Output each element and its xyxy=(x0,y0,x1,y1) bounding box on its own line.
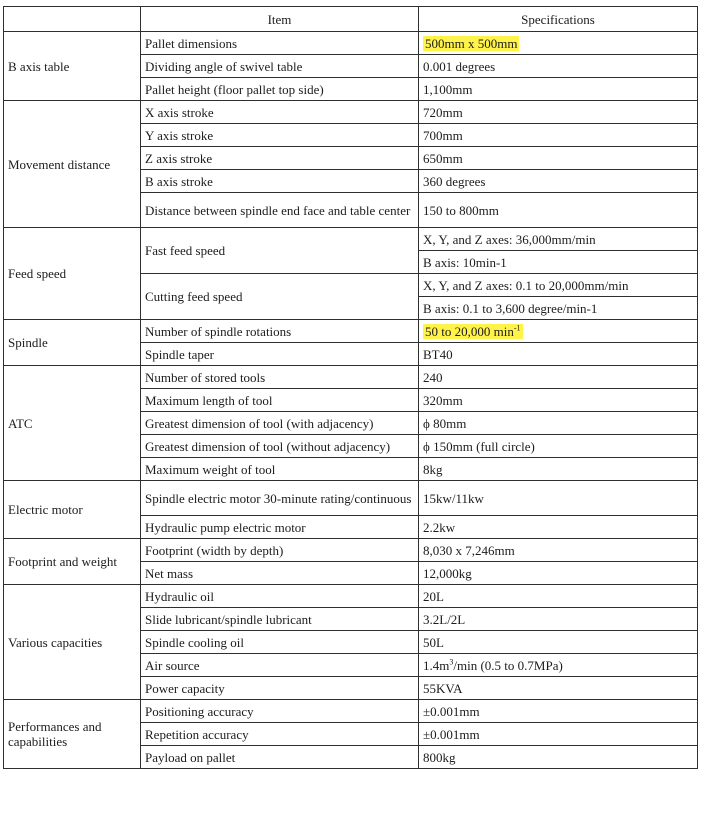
spec-value-cell xyxy=(419,101,698,124)
spec-value xyxy=(423,727,480,742)
item-cell: Positioning accuracy xyxy=(141,700,419,723)
spec-value-text: ϕ 150mm (full circle) xyxy=(423,438,535,454)
spec-value-cell xyxy=(419,435,698,458)
item-cell: Maximum length of tool xyxy=(141,389,419,412)
spec-value xyxy=(423,393,463,408)
item-cell: Spindle taper xyxy=(141,343,419,366)
item-cell: Cutting feed speed xyxy=(141,274,419,320)
spec-value-cell: X, Y, and Z axes: 36,000mm/min xyxy=(419,228,698,251)
spec-value-text: 700mm xyxy=(423,127,463,143)
item-cell: Hydraulic pump electric motor xyxy=(141,516,419,539)
item-cell: Maximum weight of tool xyxy=(141,458,419,481)
spec-value xyxy=(423,635,444,650)
spec-value xyxy=(423,543,515,558)
spec-value-cell xyxy=(419,343,698,366)
spec-value xyxy=(423,491,484,506)
header-blank xyxy=(4,7,141,32)
header-item: Item xyxy=(141,7,419,32)
item-cell: Number of spindle rotations xyxy=(141,320,419,343)
item-cell: B axis stroke xyxy=(141,170,419,193)
item-cell: Spindle cooling oil xyxy=(141,631,419,654)
spec-value-cell xyxy=(419,516,698,539)
spec-value xyxy=(423,105,463,120)
group-label: B axis table xyxy=(4,32,141,101)
spec-value-cell xyxy=(419,562,698,585)
spec-value-text: ±0.001mm xyxy=(423,726,480,742)
spec-value xyxy=(423,439,535,454)
header-specifications: Specifications xyxy=(419,7,698,32)
item-cell: Payload on pallet xyxy=(141,746,419,769)
table-row xyxy=(4,101,698,124)
item-cell: Slide lubricant/spindle lubricant xyxy=(141,608,419,631)
item-cell: Z axis stroke xyxy=(141,147,419,170)
spec-value-cell xyxy=(419,585,698,608)
spec-value xyxy=(423,82,472,97)
item-cell: Greatest dimension of tool (without adjacency) xyxy=(141,435,419,458)
item-cell: Number of stored tools xyxy=(141,366,419,389)
spec-value-cell xyxy=(419,412,698,435)
group-label: Footprint and weight xyxy=(4,539,141,585)
spec-value-text: ±0.001mm xyxy=(423,703,480,719)
spec-value-cell xyxy=(419,78,698,101)
item-cell: Repetition accuracy xyxy=(141,723,419,746)
spec-value xyxy=(423,750,456,765)
spec-value-text: 0.001 degrees xyxy=(423,58,496,74)
spec-value-cell xyxy=(419,170,698,193)
spec-body xyxy=(4,32,698,769)
item-cell: Hydraulic oil xyxy=(141,585,419,608)
spec-value-text: 800kg xyxy=(423,749,456,765)
spec-value-text: 8kg xyxy=(423,461,443,477)
spec-value-cell xyxy=(419,677,698,700)
spec-value-text: 1.4m xyxy=(423,657,450,673)
spec-value-text: 320mm xyxy=(423,392,463,408)
superscript: -1 xyxy=(513,323,521,333)
spec-value-cell xyxy=(419,654,698,677)
item-cell: Spindle electric motor 30-minute rating/continuous xyxy=(141,481,419,516)
spec-value-cell xyxy=(419,193,698,228)
spec-value-cell xyxy=(419,723,698,746)
group-label: Various capacities xyxy=(4,585,141,700)
spec-value-cell xyxy=(419,458,698,481)
group-label: Performances and capabilities xyxy=(4,700,141,769)
spec-value-cell xyxy=(419,55,698,78)
item-cell: Air source xyxy=(141,654,419,677)
item-cell: Y axis stroke xyxy=(141,124,419,147)
table-row xyxy=(4,228,698,251)
group-label: Movement distance xyxy=(4,101,141,228)
table-row xyxy=(4,320,698,343)
spec-value-text: 50 to 20,000 min xyxy=(425,323,514,339)
spec-value-cell xyxy=(419,366,698,389)
spec-value-text: 20L xyxy=(423,588,444,604)
spec-value xyxy=(423,681,463,696)
group-label: Electric motor xyxy=(4,481,141,539)
spec-value-cell xyxy=(419,124,698,147)
spec-value-cell xyxy=(419,32,698,55)
spec-value xyxy=(423,347,453,362)
spec-value xyxy=(423,203,499,218)
group-label: Feed speed xyxy=(4,228,141,320)
spec-value xyxy=(423,566,472,581)
table-row xyxy=(4,481,698,516)
table-row xyxy=(4,700,698,723)
spec-value-text: 150 to 800mm xyxy=(423,202,499,218)
spec-value-cell xyxy=(419,481,698,516)
table-row xyxy=(4,585,698,608)
table-row xyxy=(4,539,698,562)
item-cell: Distance between spindle end face and table center xyxy=(141,193,419,228)
spec-value-text: BT40 xyxy=(423,346,453,362)
spec-value-cell xyxy=(419,608,698,631)
spec-value-text: 2.2kw xyxy=(423,519,456,535)
spec-value-cell: B axis: 0.1 to 3,600 degree/min-1 xyxy=(419,297,698,320)
spec-value-text: 1,100mm xyxy=(423,81,473,97)
group-label: ATC xyxy=(4,366,141,481)
spec-value-text: 3.2L/2L xyxy=(423,611,466,627)
spec-value xyxy=(423,151,463,166)
item-cell: Pallet dimensions xyxy=(141,32,419,55)
spec-value-cell xyxy=(419,631,698,654)
spec-value-text: 360 degrees xyxy=(423,173,486,189)
spec-value-cell: X, Y, and Z axes: 0.1 to 20,000mm/min xyxy=(419,274,698,297)
spec-value xyxy=(423,370,443,385)
superscript: 3 xyxy=(449,657,454,667)
spec-value-text: 720mm xyxy=(423,104,463,120)
spec-value-cell xyxy=(419,320,698,343)
spec-value-cell xyxy=(419,389,698,412)
table-row xyxy=(4,32,698,55)
spec-value xyxy=(423,589,444,604)
spec-value-text: ϕ 80mm xyxy=(423,415,467,431)
spec-sheet xyxy=(3,6,697,769)
spec-value-text: 500mm x 500mm xyxy=(425,35,518,51)
spec-value xyxy=(423,59,495,74)
item-cell: Greatest dimension of tool (with adjacency) xyxy=(141,412,419,435)
spec-value-text: 50L xyxy=(423,634,444,650)
highlighted-value xyxy=(423,324,523,339)
spec-value-cell xyxy=(419,746,698,769)
spec-table xyxy=(3,6,698,769)
spec-value xyxy=(423,704,480,719)
item-cell: Net mass xyxy=(141,562,419,585)
spec-value xyxy=(423,174,485,189)
spec-value-text: 15kw/11kw xyxy=(423,490,484,506)
spec-value xyxy=(423,520,455,535)
spec-value-text: 12,000kg xyxy=(423,565,472,581)
highlighted-value xyxy=(423,36,519,51)
spec-value-text: 650mm xyxy=(423,150,463,166)
item-cell: Pallet height (floor pallet top side) xyxy=(141,78,419,101)
spec-value-cell xyxy=(419,700,698,723)
spec-value-cell: B axis: 10min-1 xyxy=(419,251,698,274)
spec-value-text: 55KVA xyxy=(423,680,463,696)
spec-value-suffix: /min (0.5 to 0.7MPa) xyxy=(453,657,563,673)
header-row xyxy=(4,7,698,32)
spec-value xyxy=(423,128,463,143)
spec-value-cell xyxy=(419,539,698,562)
item-cell: Footprint (width by depth) xyxy=(141,539,419,562)
spec-value xyxy=(423,658,563,673)
item-cell: Fast feed speed xyxy=(141,228,419,274)
group-label: Spindle xyxy=(4,320,141,366)
spec-value xyxy=(423,462,443,477)
spec-value-text: 8,030 x 7,246mm xyxy=(423,542,515,558)
spec-value xyxy=(423,416,466,431)
spec-value-cell xyxy=(419,147,698,170)
table-row xyxy=(4,366,698,389)
item-cell: X axis stroke xyxy=(141,101,419,124)
item-cell: Power capacity xyxy=(141,677,419,700)
item-cell: Dividing angle of swivel table xyxy=(141,55,419,78)
spec-value-text: 240 xyxy=(423,369,443,385)
spec-value xyxy=(423,612,465,627)
